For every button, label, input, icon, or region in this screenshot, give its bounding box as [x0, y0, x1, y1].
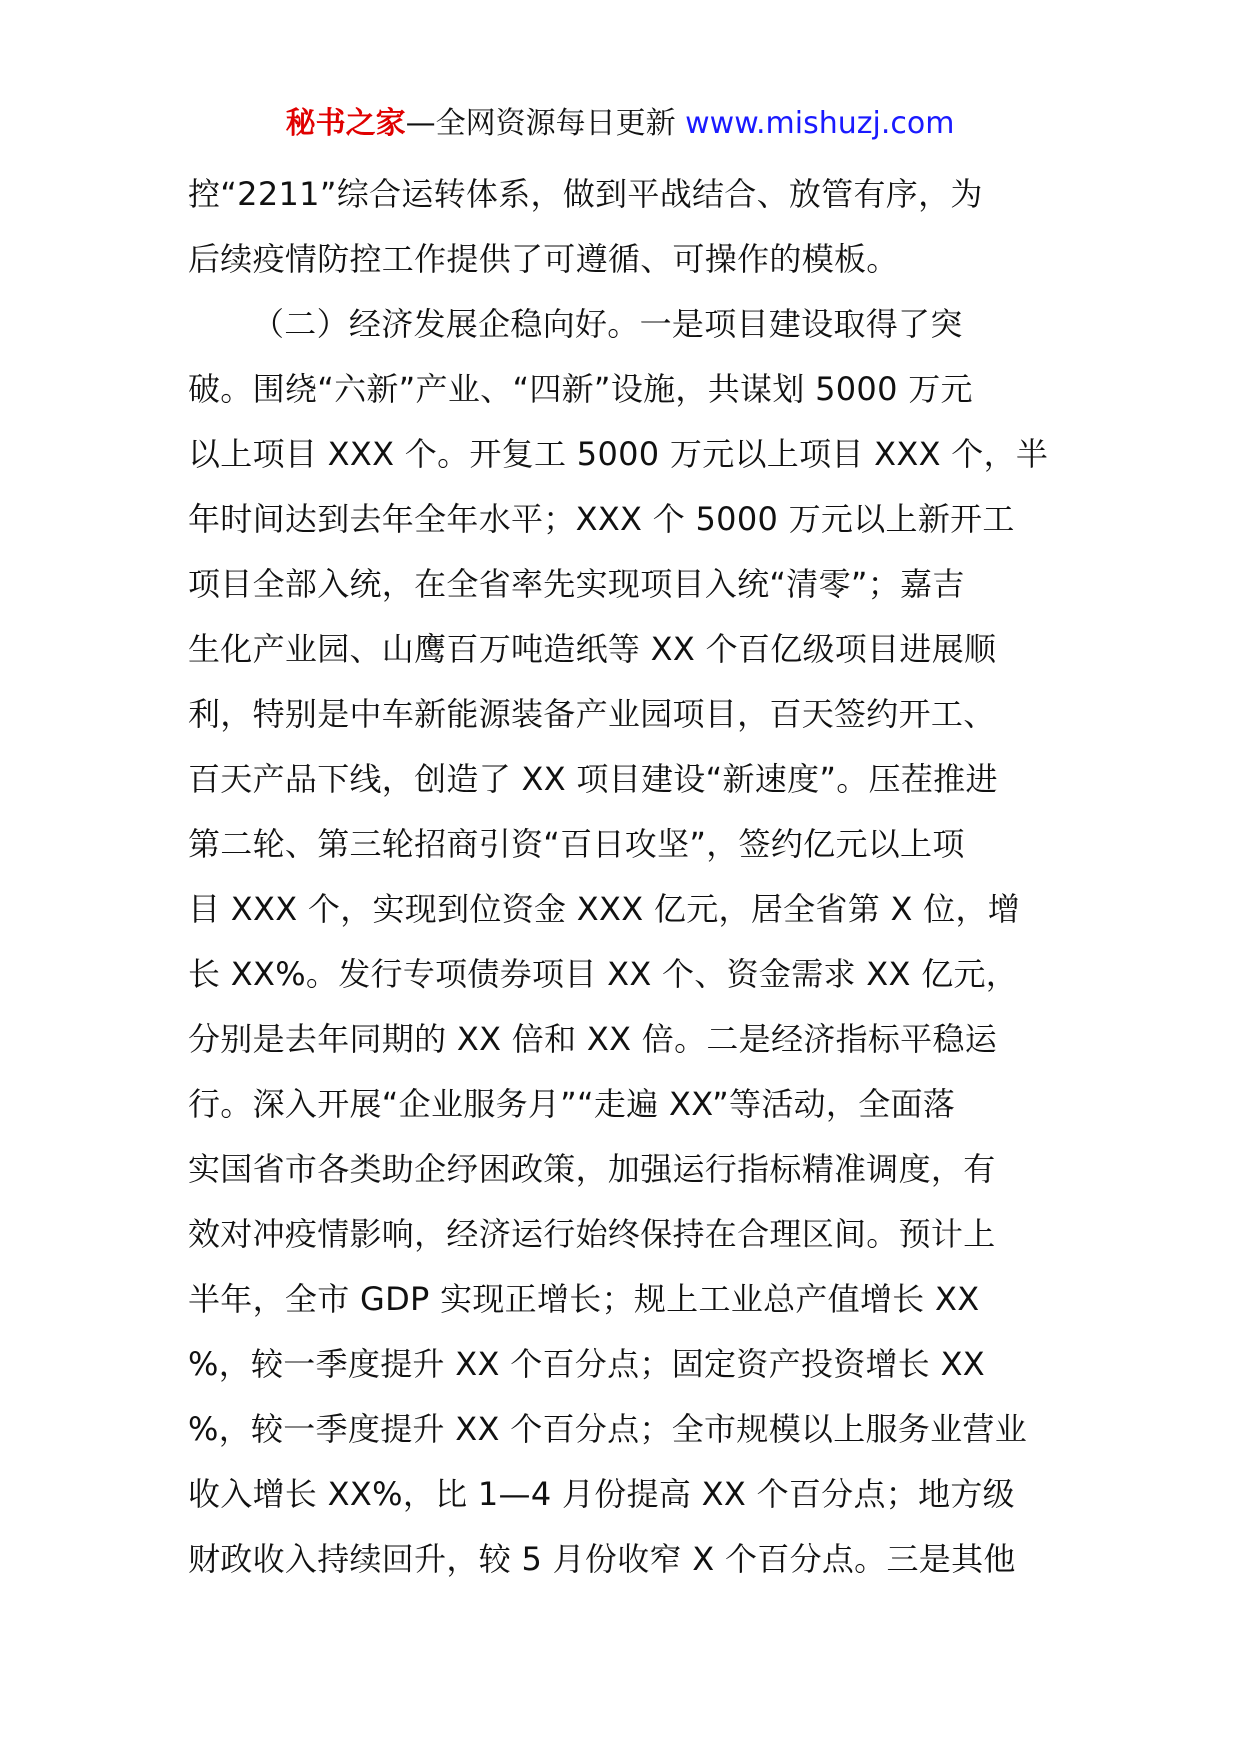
text-line: 第二轮、第三轮招商引资“百日攻坚”，签约亿元以上项 — [188, 825, 965, 863]
site-slogan: —全网资源每日更新 — [405, 106, 676, 141]
text-line: 后续疫情防控工作提供了可遵循、可操作的模板。 — [188, 240, 899, 278]
text-line: 分别是去年同期的 XX 倍和 XX 倍。二是经济指标平稳运 — [188, 1020, 998, 1058]
text-line: 生化产业园、山鹰百万吨造纸等 XX 个百亿级项目进展顺 — [188, 630, 997, 668]
text-line: 目 XXX 个，实现到位资金 XXX 亿元，居全省第 X 位，增 — [188, 890, 1021, 928]
text-line: 破。围绕“六新”产业、“四新”设施，共谋划 5000 万元 — [188, 370, 973, 408]
text-line: 财政收入持续回升，较 5 月份收窄 X 个百分点。三是其他 — [188, 1540, 1016, 1578]
text-line: 效对冲疫情影响，经济运行始终保持在合理区间。预计上 — [188, 1215, 996, 1253]
text-line: 半年，全市 GDP 实现正增长；规上工业总产值增长 XX — [188, 1280, 980, 1318]
text-line: 年时间达到去年全年水平；XXX 个 5000 万元以上新开工 — [188, 500, 1015, 538]
text-line: 行。深入开展“企业服务月”“走遍 XX”等活动，全面落 — [188, 1085, 956, 1123]
text-line: 百天产品下线，创造了 XX 项目建设“新速度”。压茬推进 — [188, 760, 998, 798]
section-heading-line: （二）经济发展企稳向好。一是项目建设取得了突 — [252, 305, 963, 343]
text-line: %，较一季度提升 XX 个百分点；全市规模以上服务业营业 — [188, 1410, 1027, 1448]
page-header — [0, 102, 1240, 146]
text-line: 实国省市各类助企纾困政策，加强运行指标精准调度，有 — [188, 1150, 996, 1188]
text-line: %，较一季度提升 XX 个百分点；固定资产投资增长 XX — [188, 1345, 986, 1383]
text-line: 利，特别是中车新能源装备产业园项目，百天签约开工、 — [188, 695, 996, 733]
text-line: 以上项目 XXX 个。开复工 5000 万元以上项目 XXX 个，半 — [188, 435, 1049, 473]
site-brand: 秘书之家 — [285, 106, 406, 141]
text-line: 控“2211”综合运转体系，做到平战结合、放管有序，为 — [188, 175, 983, 213]
site-url-link[interactable]: www.mishuzj.com — [685, 106, 955, 141]
text-line: 收入增长 XX%，比 1—4 月份提高 XX 个百分点；地方级 — [188, 1475, 1015, 1513]
text-line: 长 XX%。发行专项债券项目 XX 个、资金需求 XX 亿元， — [188, 955, 1019, 993]
text-line: 项目全部入统，在全省率先实现项目入统“清零”；嘉吉 — [188, 565, 965, 603]
document-body — [188, 162, 1058, 1592]
